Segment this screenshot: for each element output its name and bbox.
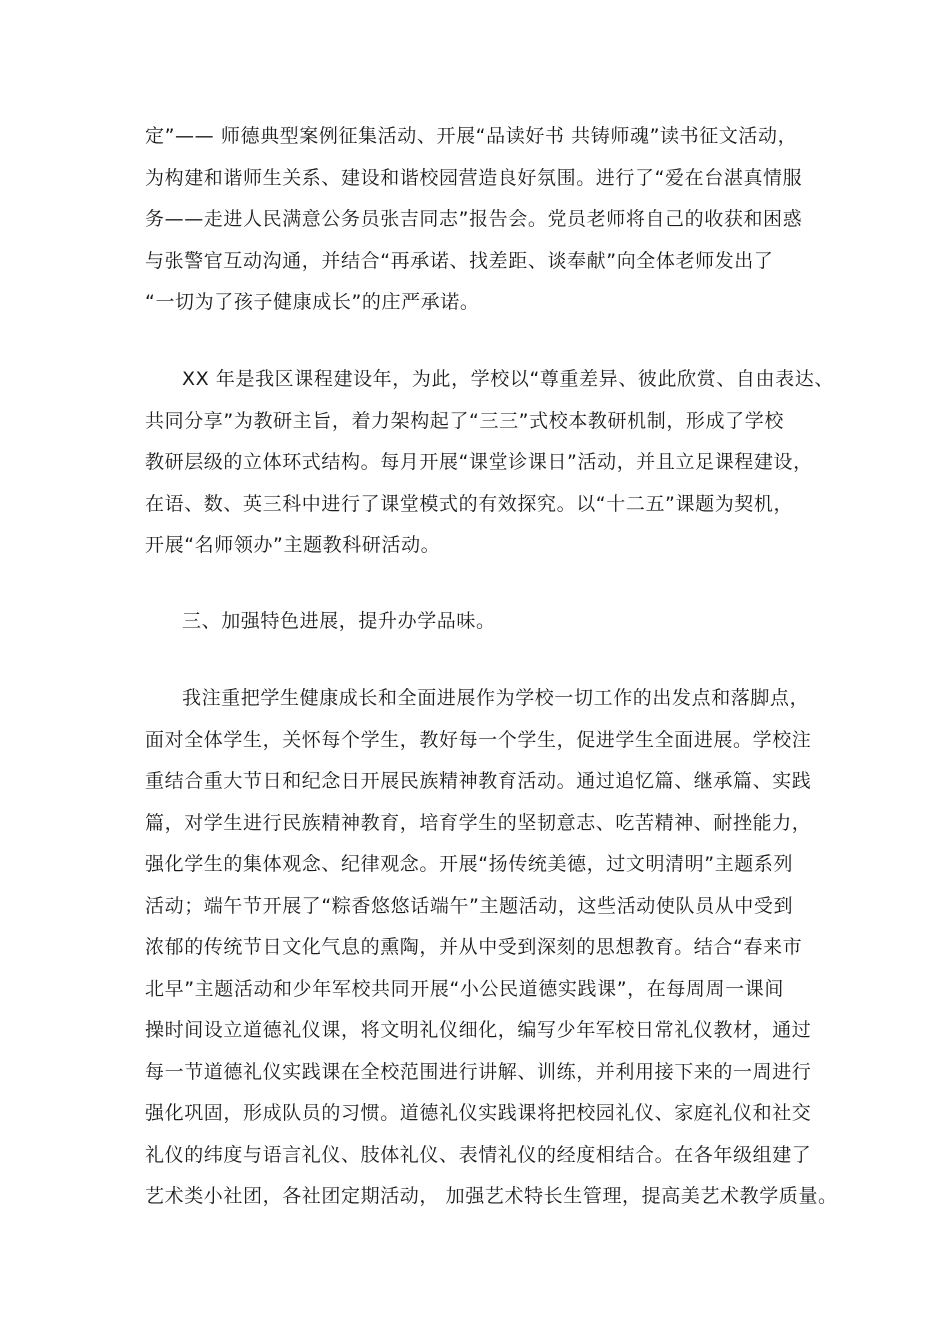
section-heading: 三、加强特色进展，提升办学品味。 [182, 610, 496, 632]
paragraph-line: 与张警官互动沟通，并结合“再承诺、找差距、谈奉献”向全体老师发出了 [145, 250, 774, 272]
paragraph-line: 教研层级的立体环式结构。每月开展“课堂诊课日”活动，并且立足课程建设， [145, 451, 813, 473]
paragraph-line: XX 年是我区课程建设年，为此，学校以“尊重差异、彼此欣赏、自由表达、 [182, 368, 834, 390]
paragraph-line: 共同分享”为教研主旨，着力架构起了“三三”式校本教研机制，形成了学校 [145, 410, 784, 432]
paragraph-line: 礼仪的纬度与语言礼仪、肢体礼仪、表情礼仪的经度相结合。在各年级组建了 [145, 1144, 812, 1166]
paragraph-line: 重结合重大节日和纪念日开展民族精神教育活动。通过追忆篇、继承篇、实践 [145, 770, 812, 792]
paragraph-line: 浓郁的传统节日文化气息的熏陶，并从中受到深刻的思想教育。结合“春来市 [145, 936, 803, 958]
paragraph-line: 为构建和谐师生关系、建设和谐校园营造良好氛围。进行了“爱在台湛真情服 [145, 167, 803, 189]
paragraph-line: 篇，对学生进行民族精神教育，培育学生的坚韧意志、吃苦精神、耐挫能力， [145, 812, 812, 834]
paragraph-line: 面对全体学生，关怀每个学生，教好每一个学生，促进学生全面进展。学校注 [145, 729, 812, 751]
paragraph-line: 开展“名师领办”主题教科研活动。 [145, 534, 441, 556]
paragraph-line: 艺术类小社团，各社团定期活动， 加强艺术特长生管理，提高美艺术教学质量。 [145, 1185, 838, 1207]
paragraph-line: 务——走进人民满意公务员张吉同志”报告会。党员老师将自己的收获和困惑 [145, 208, 803, 230]
paragraph-line: 定”—— 师德典型案例征集活动、开展“品读好书 共铸师魂”读书征文活动， [145, 125, 798, 147]
paragraph-line: 强化学生的集体观念、纪律观念。开展“扬传统美德，过文明清明”主题系列 [145, 853, 794, 875]
paragraph-line: 活动；端午节开展了“粽香悠悠话端午”主题活动，这些活动使队员从中受到 [145, 895, 794, 917]
paragraph-line: 在语、数、英三科中进行了课堂模式的有效探究。以“十二五”课题为契机， [145, 493, 794, 515]
paragraph-line: 北早”主题活动和少年军校共同开展“小公民道德实践课”，在每周周一课间 [145, 978, 784, 1000]
paragraph-line: 我注重把学生健康成长和全面进展作为学校一切工作的出发点和落脚点， [182, 687, 810, 709]
paragraph-line: “一切为了孩子健康成长”的庄严承诺。 [145, 291, 480, 313]
paragraph-line: 强化巩固，形成队员的习惯。道德礼仪实践课将把校园礼仪、家庭礼仪和社交 [145, 1102, 812, 1124]
paragraph-line: 操时间设立道德礼仪课，将文明礼仪细化，编写少年军校日常礼仪教材，通过 [145, 1019, 812, 1041]
paragraph-line: 每一节道德礼仪实践课在全校范围进行讲解、训练，并利用接下来的一周进行 [145, 1061, 812, 1083]
